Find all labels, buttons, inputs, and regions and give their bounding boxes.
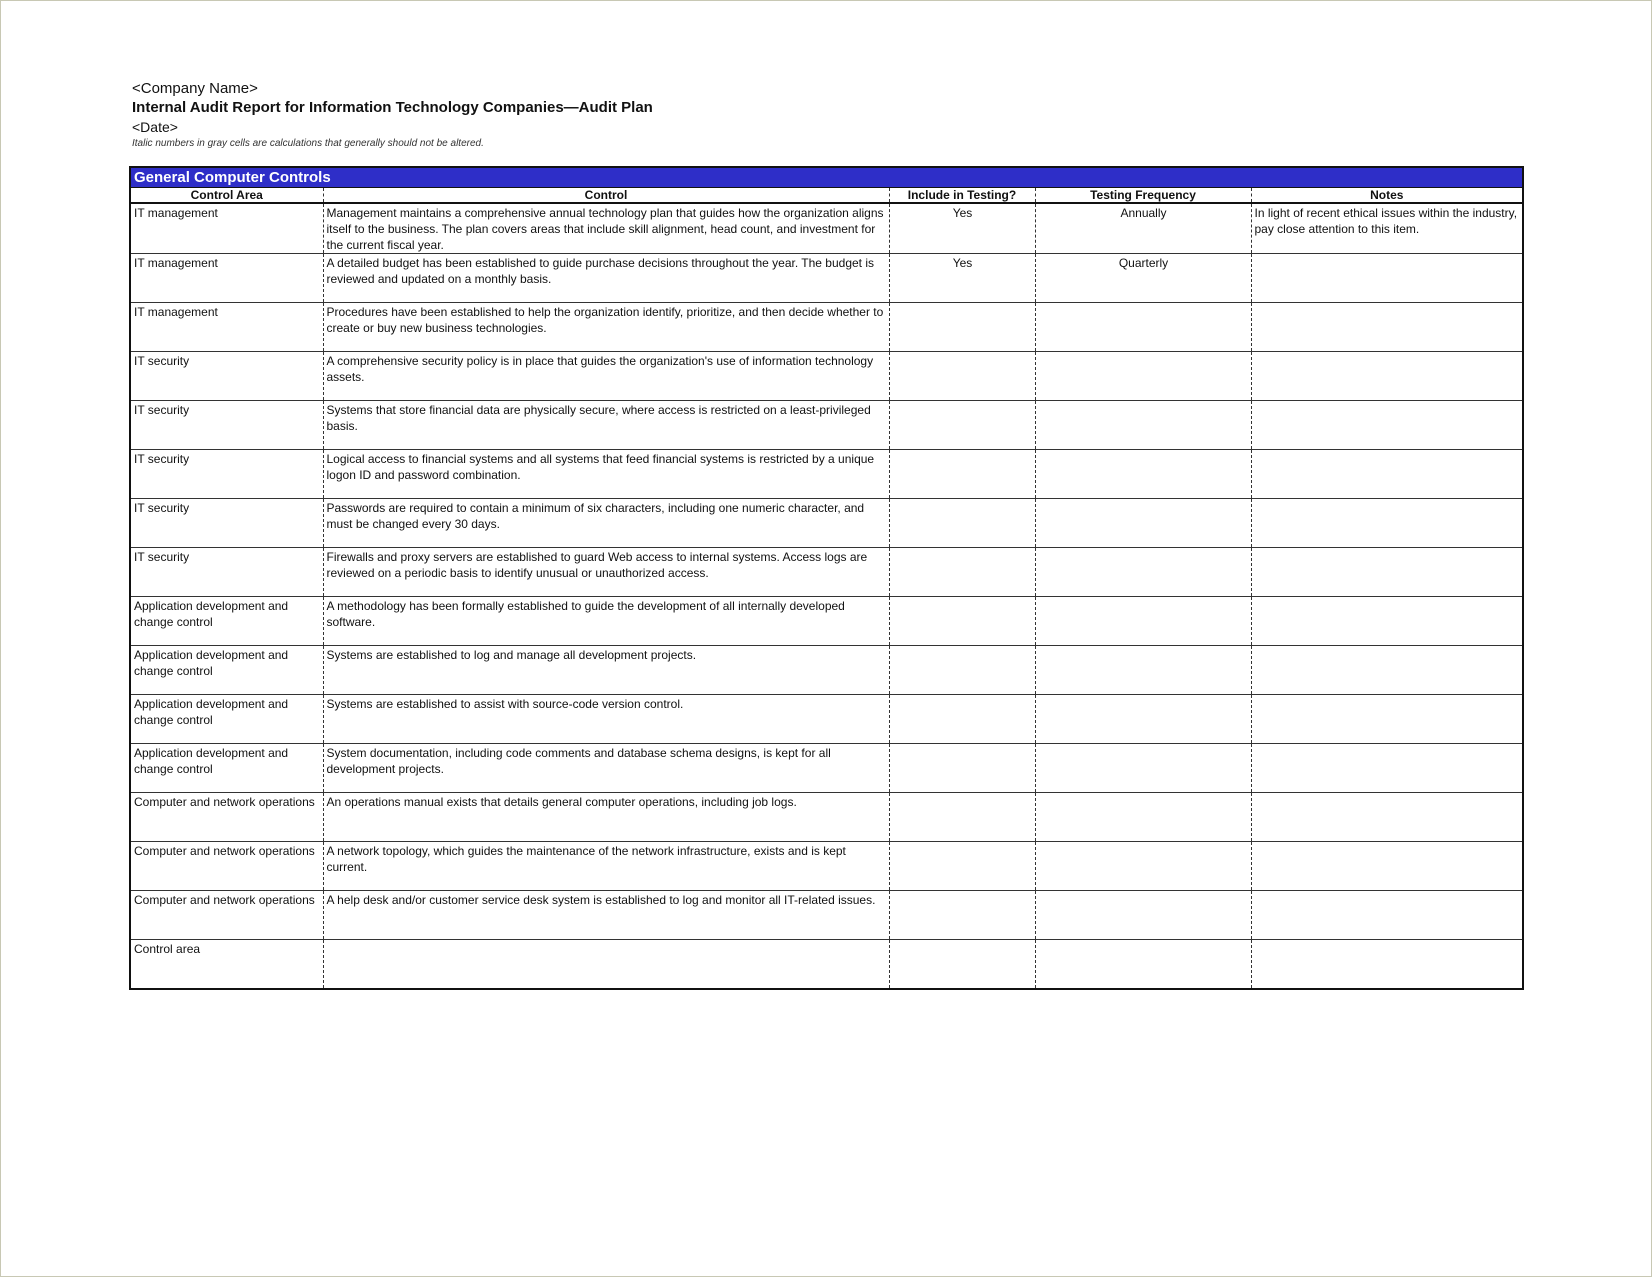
include-in-testing-cell[interactable] xyxy=(889,940,1035,990)
testing-frequency-cell[interactable] xyxy=(1035,793,1251,842)
column-header-row xyxy=(130,188,1523,204)
include-in-testing-cell[interactable] xyxy=(889,793,1035,842)
control-cell[interactable]: Firewalls and proxy servers are established to guard Web access to internal systems. Access logs are reviewed on a periodic basis to identify unusual or unauthorized access. xyxy=(323,548,889,597)
control-area-cell[interactable]: Application development and change control xyxy=(130,597,323,646)
control-cell[interactable]: Passwords are required to contain a minimum of six characters, including one numeric character, and must be changed every 30 days. xyxy=(323,499,889,548)
testing-frequency-cell[interactable] xyxy=(1035,401,1251,450)
table-row xyxy=(130,303,1523,352)
include-in-testing-cell[interactable] xyxy=(889,842,1035,891)
notes-cell[interactable] xyxy=(1251,303,1523,352)
testing-frequency-cell[interactable] xyxy=(1035,597,1251,646)
include-in-testing-cell[interactable] xyxy=(889,891,1035,940)
control-cell[interactable]: Procedures have been established to help the organization identify, prioritize, and then decide whether to create or buy new business technologies. xyxy=(323,303,889,352)
include-in-testing-cell[interactable] xyxy=(889,695,1035,744)
include-in-testing-cell[interactable] xyxy=(889,646,1035,695)
testing-frequency-cell[interactable] xyxy=(1035,695,1251,744)
control-area-cell[interactable]: Application development and change control xyxy=(130,744,323,793)
control-cell[interactable]: A methodology has been formally established to guide the development of all internally developed software. xyxy=(323,597,889,646)
column-header-testing-frequency: Testing Frequency xyxy=(1035,188,1251,204)
control-cell[interactable]: Systems that store financial data are physically secure, where access is restricted on a least-privileged basis. xyxy=(323,401,889,450)
control-area-cell[interactable]: IT security xyxy=(130,401,323,450)
table-row xyxy=(130,450,1523,499)
report-date: <Date> xyxy=(132,119,178,135)
control-cell[interactable]: An operations manual exists that details general computer operations, including job logs. xyxy=(323,793,889,842)
table-row xyxy=(130,352,1523,401)
notes-cell[interactable] xyxy=(1251,695,1523,744)
table-row xyxy=(130,499,1523,548)
control-cell[interactable]: System documentation, including code comments and database schema designs, is kept for all development projects. xyxy=(323,744,889,793)
include-in-testing-cell[interactable] xyxy=(889,401,1035,450)
control-area-cell[interactable]: Computer and network operations xyxy=(130,891,323,940)
notes-cell[interactable]: In light of recent ethical issues within the industry, pay close attention to this item. xyxy=(1251,203,1523,254)
table-row xyxy=(130,548,1523,597)
table-row xyxy=(130,940,1523,990)
include-in-testing-cell[interactable]: Yes xyxy=(889,203,1035,254)
control-cell[interactable]: Systems are established to log and manage all development projects. xyxy=(323,646,889,695)
include-in-testing-cell[interactable] xyxy=(889,499,1035,548)
control-area-cell[interactable]: IT management xyxy=(134,206,218,220)
control-cell[interactable]: Management maintains a comprehensive annual technology plan that guides how the organization aligns itself to the business. The plan covers areas that include skill alignment, head count, and investment for the current fiscal year. xyxy=(323,203,889,254)
notes-cell[interactable] xyxy=(1251,401,1523,450)
notes-cell[interactable] xyxy=(1251,352,1523,401)
notes-cell[interactable] xyxy=(1251,254,1523,303)
include-in-testing-cell[interactable] xyxy=(889,548,1035,597)
table-row xyxy=(130,597,1523,646)
document-header xyxy=(132,79,653,151)
table-row xyxy=(130,744,1523,793)
column-header-control-area: Control Area xyxy=(130,188,323,204)
notes-cell[interactable] xyxy=(1251,940,1523,990)
control-cell[interactable]: A comprehensive security policy is in place that guides the organization's use of information technology assets. xyxy=(323,352,889,401)
control-area-cell[interactable]: Computer and network operations xyxy=(130,842,323,891)
notes-cell[interactable] xyxy=(1251,646,1523,695)
testing-frequency-cell[interactable] xyxy=(1035,303,1251,352)
table-row xyxy=(130,254,1523,303)
control-cell[interactable]: A detailed budget has been established to guide purchase decisions throughout the year. The budget is reviewed and updated on a monthly basis. xyxy=(323,254,889,303)
column-header-include-in-testing: Include in Testing? xyxy=(889,188,1035,204)
company-name: <Company Name> xyxy=(132,80,258,97)
control-area-cell[interactable]: IT security xyxy=(130,499,323,548)
notes-cell[interactable] xyxy=(1251,793,1523,842)
control-area-cell[interactable]: Computer and network operations xyxy=(130,793,323,842)
audit-plan-table xyxy=(129,166,1524,990)
testing-frequency-cell[interactable] xyxy=(1035,891,1251,940)
control-cell[interactable]: Systems are established to assist with source-code version control. xyxy=(323,695,889,744)
notes-cell[interactable] xyxy=(1251,450,1523,499)
include-in-testing-cell[interactable] xyxy=(889,303,1035,352)
section-banner xyxy=(130,167,1523,188)
table-row xyxy=(130,203,1523,254)
notes-cell[interactable] xyxy=(1251,548,1523,597)
column-header-notes: Notes xyxy=(1251,188,1523,204)
table-row xyxy=(130,842,1523,891)
report-title: Internal Audit Report for Information Technology Companies—Audit Plan xyxy=(132,99,653,116)
testing-frequency-cell[interactable] xyxy=(1035,548,1251,597)
section-title: General Computer Controls xyxy=(130,167,1523,188)
include-in-testing-cell[interactable] xyxy=(889,352,1035,401)
notes-cell[interactable] xyxy=(1251,842,1523,891)
control-area-cell[interactable]: IT security xyxy=(130,352,323,401)
control-area-cell[interactable]: IT management xyxy=(130,254,323,303)
control-area-cell[interactable]: IT security xyxy=(130,548,323,597)
control-area-cell[interactable]: Control area xyxy=(130,940,323,990)
control-area-cell[interactable]: IT management xyxy=(130,303,323,352)
testing-frequency-cell[interactable] xyxy=(1035,450,1251,499)
include-in-testing-cell[interactable] xyxy=(889,597,1035,646)
testing-frequency-cell[interactable]: Quarterly xyxy=(1035,254,1251,303)
testing-frequency-cell[interactable] xyxy=(1035,646,1251,695)
control-cell[interactable]: A help desk and/or customer service desk system is established to log and monitor all IT-related issues. xyxy=(323,891,889,940)
column-header-control: Control xyxy=(323,188,889,204)
control-cell[interactable]: A network topology, which guides the maintenance of the network infrastructure, exists and is kept current. xyxy=(323,842,889,891)
calculation-note: Italic numbers in gray cells are calculations that generally should not be altered. xyxy=(132,138,484,149)
control-cell[interactable]: Logical access to financial systems and all systems that feed financial systems is restricted by a unique logon ID and password combination. xyxy=(323,450,889,499)
testing-frequency-cell[interactable]: Annually xyxy=(1035,203,1251,254)
table-row xyxy=(130,793,1523,842)
include-in-testing-cell[interactable]: Yes xyxy=(889,254,1035,303)
table-row xyxy=(130,401,1523,450)
table-row xyxy=(130,646,1523,695)
control-area-cell[interactable]: Application development and change control xyxy=(130,646,323,695)
notes-cell[interactable] xyxy=(1251,891,1523,940)
control-area-cell[interactable]: Application development and change control xyxy=(130,695,323,744)
control-cell[interactable] xyxy=(323,940,889,990)
testing-frequency-cell[interactable] xyxy=(1035,940,1251,990)
notes-cell[interactable] xyxy=(1251,499,1523,548)
table-row xyxy=(130,695,1523,744)
table-body xyxy=(130,203,1523,989)
testing-frequency-cell[interactable] xyxy=(1035,842,1251,891)
notes-cell[interactable] xyxy=(1251,597,1523,646)
table-row xyxy=(130,891,1523,940)
testing-frequency-cell[interactable] xyxy=(1035,352,1251,401)
notes-cell[interactable] xyxy=(1251,744,1523,793)
testing-frequency-cell[interactable] xyxy=(1035,499,1251,548)
include-in-testing-cell[interactable] xyxy=(889,450,1035,499)
control-area-cell[interactable]: IT security xyxy=(130,450,323,499)
include-in-testing-cell[interactable] xyxy=(889,744,1035,793)
testing-frequency-cell[interactable] xyxy=(1035,744,1251,793)
